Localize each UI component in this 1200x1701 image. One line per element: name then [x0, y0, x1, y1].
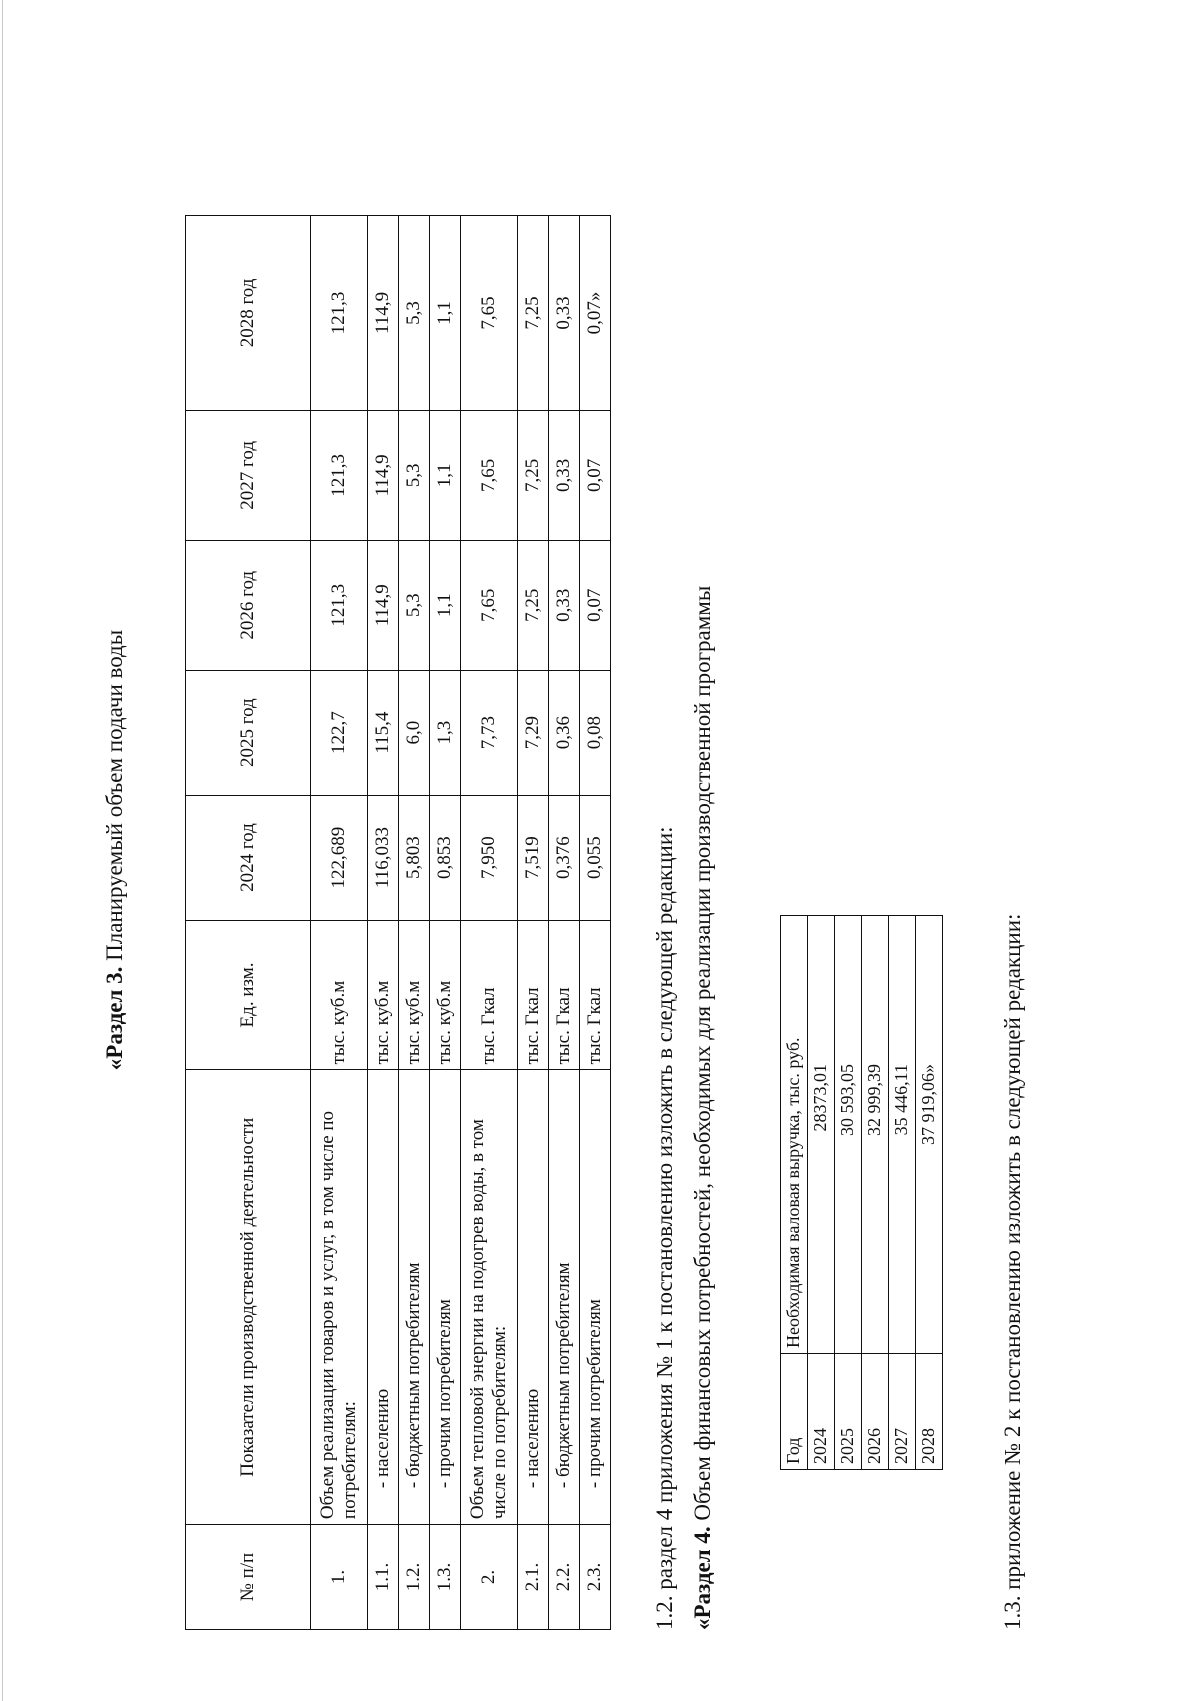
- row-unit: тыс. куб.м: [311, 920, 368, 1070]
- cell-value: 122,7: [311, 670, 368, 795]
- row-year: 2027: [889, 1354, 916, 1470]
- row-unit: тыс. куб.м: [368, 920, 399, 1070]
- row-unit: тыс. Гкал: [549, 920, 580, 1070]
- cell-value: 6,0: [399, 670, 430, 795]
- header-year-2027: 2027 год: [186, 410, 311, 540]
- table-row: [580, 216, 611, 1630]
- header-year: Год: [781, 1354, 808, 1470]
- cell-value: 5,3: [399, 216, 430, 411]
- row-num: 2.1.: [518, 1525, 549, 1630]
- section3-heading: [102, 230, 128, 1470]
- row-indicator: - бюджетным потребителям: [399, 1070, 430, 1525]
- cell-value: 0,33: [549, 216, 580, 411]
- cell-value: 7,65: [461, 410, 518, 540]
- financial-needs-table: [780, 915, 943, 1470]
- section3-title: Планируемый объем подачи воды: [102, 629, 127, 961]
- paragraph-1-2: 1.2. раздел 4 приложения № 1 к постановлению изложить в следующей редакции:: [652, 826, 677, 1630]
- cell-value: 7,65: [461, 216, 518, 411]
- cell-value: 114,9: [368, 540, 399, 670]
- cell-value: 114,9: [368, 410, 399, 540]
- section4-heading: [690, 586, 716, 1630]
- cell-value: 1,1: [430, 540, 461, 670]
- row-num: 2.3.: [580, 1525, 611, 1630]
- row-indicator: Объем реализации товаров и услуг, в том числе по потребителям:: [311, 1070, 368, 1525]
- row-num: 1.1.: [368, 1525, 399, 1630]
- cell-value: 1,1: [430, 410, 461, 540]
- row-unit: тыс. Гкал: [580, 920, 611, 1070]
- cell-value: 7,73: [461, 670, 518, 795]
- row-num: 2.2.: [549, 1525, 580, 1630]
- cell-value: 121,3: [311, 216, 368, 411]
- row-num: 1.3.: [430, 1525, 461, 1630]
- row-year: 2024: [808, 1354, 835, 1470]
- cell-value: 5,803: [399, 795, 430, 920]
- paragraph-1-3: 1.3. приложение № 2 к постановлению изложить в следующей редакции:: [1000, 913, 1025, 1630]
- row-revenue: 35 446,11: [889, 916, 916, 1354]
- cell-value: 0,33: [549, 410, 580, 540]
- row-indicator: - прочим потребителям: [430, 1070, 461, 1525]
- header-indicator: Показатели производственной деятельности: [186, 1070, 311, 1525]
- cell-value: 7,25: [518, 410, 549, 540]
- header-year-2026: 2026 год: [186, 540, 311, 670]
- cell-value: 121,3: [311, 410, 368, 540]
- cell-value: 0,055: [580, 795, 611, 920]
- row-revenue: 28373,01: [808, 916, 835, 1354]
- section3-prefix: «Раздел 3.: [102, 966, 127, 1071]
- row-unit: тыс. Гкал: [518, 920, 549, 1070]
- table-header-row: [186, 216, 311, 1630]
- cell-value: 116,033: [368, 795, 399, 920]
- header-unit: Ед. изм.: [186, 920, 311, 1070]
- cell-value: 7,25: [518, 216, 549, 411]
- cell-value: 0,376: [549, 795, 580, 920]
- row-unit: тыс. куб.м: [430, 920, 461, 1070]
- table-row: [518, 216, 549, 1630]
- table-row: [311, 216, 368, 1630]
- row-indicator: - прочим потребителям: [580, 1070, 611, 1525]
- cell-value: 0,07»: [580, 216, 611, 411]
- table-row: [368, 216, 399, 1630]
- cell-value: 1,3: [430, 670, 461, 795]
- cell-value: 0,07: [580, 540, 611, 670]
- row-indicator: - бюджетным потребителям: [549, 1070, 580, 1525]
- table-row: [430, 216, 461, 1630]
- table-header-row: [781, 916, 808, 1470]
- cell-value: 7,950: [461, 795, 518, 920]
- table-row: [835, 916, 862, 1470]
- header-year-2028: 2028 год: [186, 216, 311, 411]
- cell-value: 0,33: [549, 540, 580, 670]
- table-row: [461, 216, 518, 1630]
- cell-value: 1,1: [430, 216, 461, 411]
- cell-value: 7,65: [461, 540, 518, 670]
- header-year-2024: 2024 год: [186, 795, 311, 920]
- header-year-2025: 2025 год: [186, 670, 311, 795]
- row-indicator: - населению: [368, 1070, 399, 1525]
- header-num: № п/п: [186, 1525, 311, 1630]
- cell-value: 114,9: [368, 216, 399, 411]
- water-supply-table: [185, 215, 611, 1630]
- row-year: 2026: [862, 1354, 889, 1470]
- row-num: 1.2.: [399, 1525, 430, 1630]
- cell-value: 7,519: [518, 795, 549, 920]
- table-row: [808, 916, 835, 1470]
- section4-title: Объем финансовых потребностей, необходимых для реализации производственной программы: [690, 585, 715, 1521]
- table-row: [889, 916, 916, 1470]
- table-row: [862, 916, 889, 1470]
- cell-value: 115,4: [368, 670, 399, 795]
- cell-value: 0,07: [580, 410, 611, 540]
- cell-value: 7,29: [518, 670, 549, 795]
- cell-value: 0,36: [549, 670, 580, 795]
- cell-value: 122,689: [311, 795, 368, 920]
- table-row: [916, 916, 943, 1470]
- section4-prefix: «Раздел 4.: [690, 1526, 715, 1630]
- cell-value: 121,3: [311, 540, 368, 670]
- table-row: [399, 216, 430, 1630]
- cell-value: 0,853: [430, 795, 461, 920]
- row-revenue: 30 593,05: [835, 916, 862, 1354]
- row-unit: тыс. Гкал: [461, 920, 518, 1070]
- row-unit: тыс. куб.м: [399, 920, 430, 1070]
- row-num: 2.: [461, 1525, 518, 1630]
- row-indicator: Объем тепловой энергии на подогрев воды, в том числе по потребителям:: [461, 1070, 518, 1525]
- rotated-page-content: [60, 70, 1060, 1630]
- row-revenue: 32 999,39: [862, 916, 889, 1354]
- row-year: 2025: [835, 1354, 862, 1470]
- cell-value: 5,3: [399, 540, 430, 670]
- row-revenue: 37 919,06»: [916, 916, 943, 1354]
- row-indicator: - населению: [518, 1070, 549, 1525]
- header-revenue: Необходимая валовая выручка, тыс. руб.: [781, 916, 808, 1354]
- cell-value: 0,08: [580, 670, 611, 795]
- page-edge-line: [2, 0, 3, 1701]
- table-row: [549, 216, 580, 1630]
- cell-value: 7,25: [518, 540, 549, 670]
- cell-value: 5,3: [399, 410, 430, 540]
- row-num: 1.: [311, 1525, 368, 1630]
- row-year: 2028: [916, 1354, 943, 1470]
